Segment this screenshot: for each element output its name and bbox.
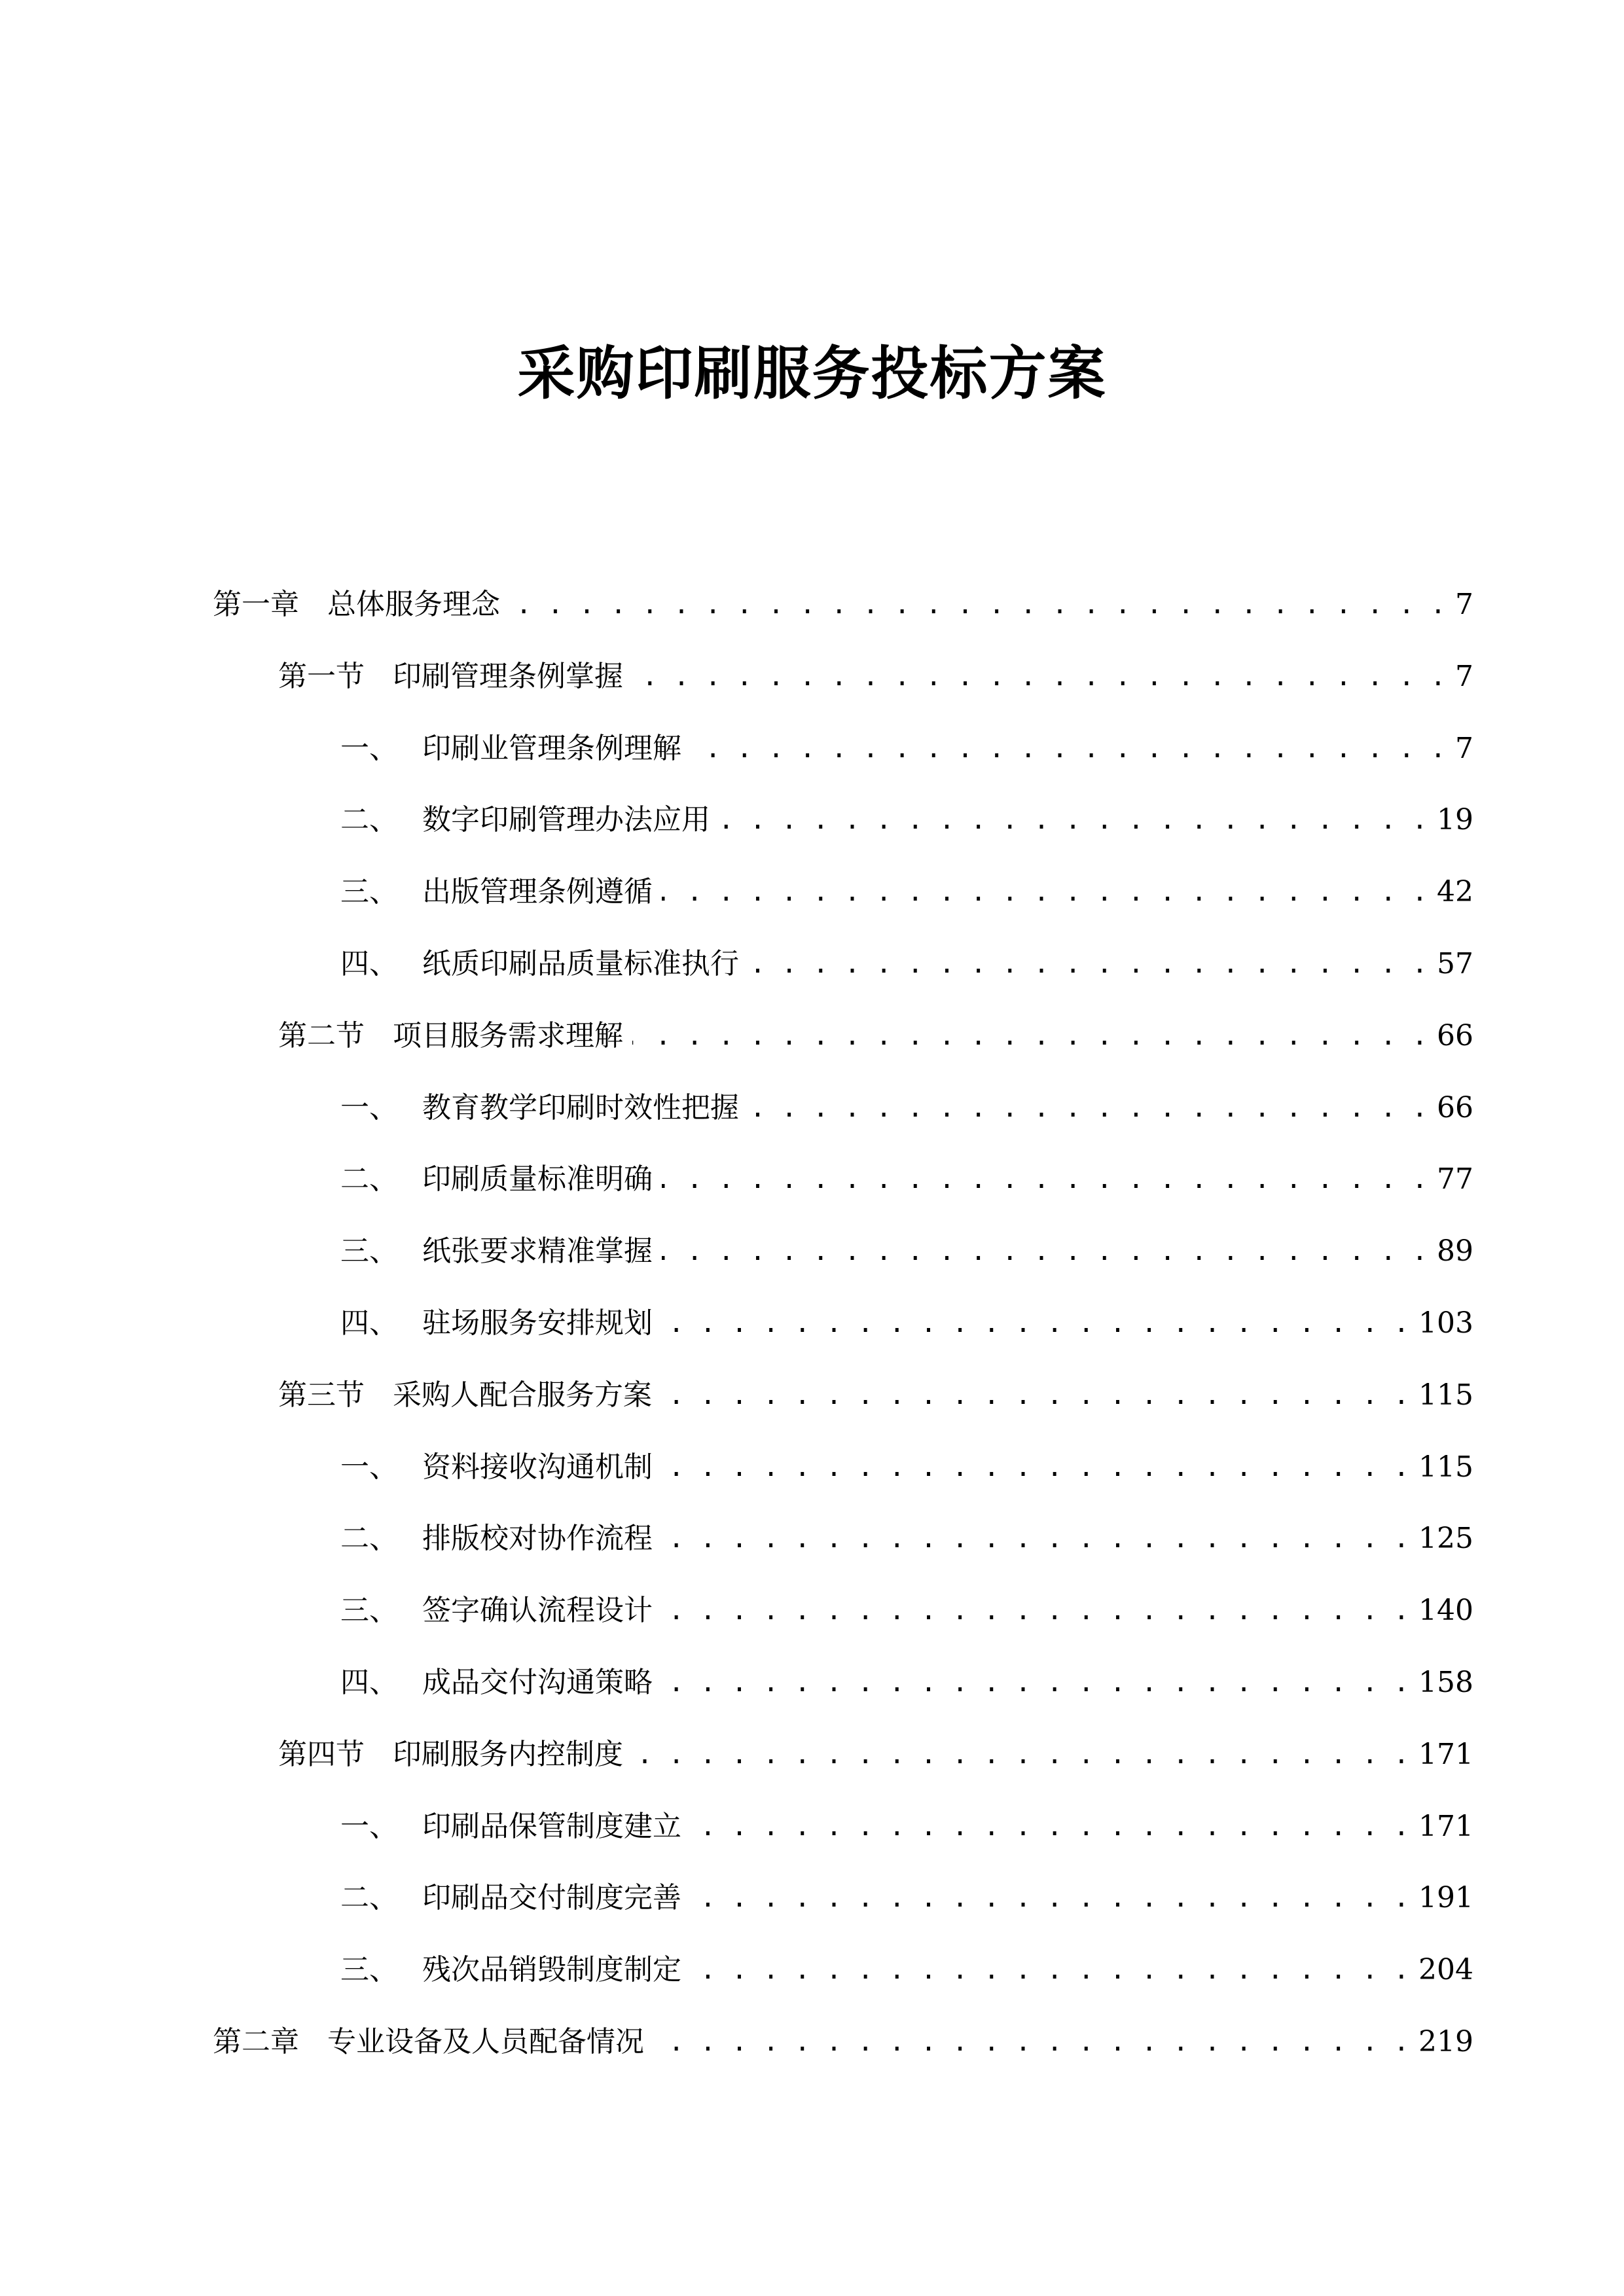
document-title: 采购印刷服务投标方案 — [517, 339, 1107, 407]
toc-page-number: 158 — [1418, 1666, 1473, 1699]
toc-entry-number: 二、 — [340, 1522, 398, 1556]
toc-entry[interactable] — [340, 1582, 1473, 1629]
toc-entry-number: 四、 — [340, 1666, 398, 1699]
toc-entry-number: 第一节 — [278, 659, 365, 693]
toc-page-number: 115 — [1418, 1450, 1473, 1484]
toc-entry-number: 四、 — [340, 1306, 398, 1340]
toc-dot-leader — [509, 586, 1446, 623]
toc-entry-number: 三、 — [340, 1953, 398, 1987]
toc-page-number: 115 — [1418, 1378, 1473, 1412]
toc-entry-number: 第一章 — [213, 588, 299, 621]
toc-page-number: 171 — [1418, 1737, 1473, 1771]
toc-entry-number: 二、 — [340, 803, 398, 837]
toc-entry-number: 二、 — [340, 1881, 398, 1915]
toc-entry[interactable] — [340, 791, 1473, 838]
toc-entry-title: 纸张要求精准掌握 — [422, 1234, 653, 1268]
toc-entry-number: 一、 — [340, 731, 398, 765]
toc-dot-leader — [748, 1090, 1428, 1126]
toc-entry-title: 印刷质量标准明确 — [422, 1162, 653, 1196]
toc-page-number: 7 — [1455, 731, 1473, 765]
toc-entry-title: 采购人配合服务方案 — [393, 1378, 652, 1412]
toc-entry[interactable] — [278, 1007, 1473, 1054]
toc-dot-leader — [691, 1880, 1409, 1916]
toc-page-number: 89 — [1437, 1234, 1473, 1268]
toc-dot-leader — [662, 874, 1428, 910]
toc-entry-title: 成品交付沟通策略 — [422, 1666, 653, 1699]
toc-entry-number: 一、 — [340, 1450, 398, 1484]
toc-entry-title: 专业设备及人员配备情况 — [327, 2025, 644, 2058]
toc-page-number: 191 — [1418, 1881, 1473, 1915]
toc-entry[interactable] — [340, 1295, 1473, 1342]
toc-entry-title: 排版校对协作流程 — [422, 1522, 653, 1556]
toc-dot-leader — [691, 1808, 1409, 1845]
toc-entry-title: 资料接收沟通机制 — [422, 1450, 653, 1484]
toc-entry-title: 数字印刷管理办法应用 — [422, 803, 710, 837]
toc-page-number: 219 — [1418, 2025, 1473, 2058]
toc-page-number: 7 — [1455, 588, 1473, 621]
toc-entry-number: 三、 — [340, 875, 398, 909]
toc-entry[interactable] — [278, 648, 1473, 695]
toc-dot-leader — [662, 1305, 1409, 1342]
toc-page-number: 77 — [1437, 1162, 1473, 1196]
toc-dot-leader — [748, 946, 1428, 982]
toc-entry[interactable] — [340, 1151, 1473, 1198]
toc-entry[interactable] — [213, 576, 1473, 623]
toc-page-number: 103 — [1418, 1306, 1473, 1340]
toc-page-number: 42 — [1437, 875, 1473, 909]
toc-entry-title: 纸质印刷品质量标准执行 — [422, 947, 739, 980]
toc-entry-number: 第二章 — [213, 2025, 299, 2058]
toc-dot-leader — [662, 1233, 1428, 1270]
toc-dot-leader — [719, 802, 1428, 838]
toc-page-number: 66 — [1437, 1090, 1473, 1124]
toc-entry-number: 第三节 — [278, 1378, 365, 1412]
toc-entry-number: 四、 — [340, 947, 398, 980]
toc-entry[interactable] — [340, 1941, 1473, 1988]
toc-entry[interactable] — [340, 863, 1473, 910]
toc-dot-leader — [662, 1449, 1409, 1486]
toc-entry[interactable] — [340, 720, 1473, 767]
toc-entry-title: 签字确认流程设计 — [422, 1594, 653, 1628]
toc-page-number: 66 — [1437, 1018, 1473, 1052]
toc-entry-title: 印刷品保管制度建立 — [422, 1809, 681, 1843]
toc-entry-number: 第四节 — [278, 1737, 365, 1771]
toc-entry-title: 出版管理条例遵循 — [422, 875, 653, 909]
toc-entry[interactable] — [340, 1654, 1473, 1701]
toc-page-number: 125 — [1418, 1522, 1473, 1556]
toc-entry[interactable] — [340, 935, 1473, 982]
toc-entry-title: 驻场服务安排规划 — [422, 1306, 653, 1340]
toc-dot-leader — [632, 658, 1446, 695]
toc-page-number: 140 — [1418, 1594, 1473, 1628]
toc-dot-leader — [632, 1736, 1409, 1773]
toc-entry-title: 项目服务需求理解 — [393, 1018, 623, 1052]
toc-entry[interactable] — [340, 1869, 1473, 1916]
toc-page-number: 7 — [1455, 659, 1473, 693]
toc-entry-title: 残次品销毁制度制定 — [422, 1953, 681, 1987]
toc-entry-title: 教育教学印刷时效性把握 — [422, 1090, 739, 1124]
toc-entry[interactable] — [278, 1726, 1473, 1773]
toc-entry[interactable] — [278, 1367, 1473, 1414]
toc-entry[interactable] — [213, 2013, 1473, 2060]
toc-entry-title: 印刷业管理条例理解 — [422, 731, 681, 765]
toc-dot-leader — [662, 1664, 1409, 1701]
toc-dot-leader — [691, 730, 1446, 767]
toc-page-number: 57 — [1437, 947, 1473, 980]
toc-dot-leader — [691, 1952, 1409, 1988]
toc-dot-leader — [632, 1018, 1428, 1054]
toc-entry-title: 印刷服务内控制度 — [393, 1737, 623, 1771]
toc-dot-leader — [653, 2024, 1409, 2060]
toc-entry-title: 总体服务理念 — [327, 588, 500, 621]
toc-entry[interactable] — [340, 1223, 1473, 1270]
toc-entry-number: 三、 — [340, 1594, 398, 1628]
toc-entry-title: 印刷品交付制度完善 — [422, 1881, 681, 1915]
toc-page-number: 204 — [1418, 1953, 1473, 1987]
toc-entry[interactable] — [340, 1079, 1473, 1126]
toc-entry-number: 二、 — [340, 1162, 398, 1196]
toc-dot-leader — [662, 1592, 1409, 1629]
toc-entry[interactable] — [340, 1510, 1473, 1557]
toc-dot-leader — [661, 1377, 1409, 1414]
toc-entry-number: 第二节 — [278, 1018, 365, 1052]
toc-entry[interactable] — [340, 1798, 1473, 1845]
toc-page-number: 171 — [1418, 1809, 1473, 1843]
toc-dot-leader — [662, 1520, 1409, 1557]
toc-entry-number: 一、 — [340, 1090, 398, 1124]
toc-entry-number: 一、 — [340, 1809, 398, 1843]
toc-dot-leader — [662, 1161, 1428, 1198]
toc-entry[interactable] — [340, 1439, 1473, 1486]
toc-entry-number: 三、 — [340, 1234, 398, 1268]
toc-entry-title: 印刷管理条例掌握 — [393, 659, 623, 693]
toc-page-number: 19 — [1437, 803, 1473, 837]
